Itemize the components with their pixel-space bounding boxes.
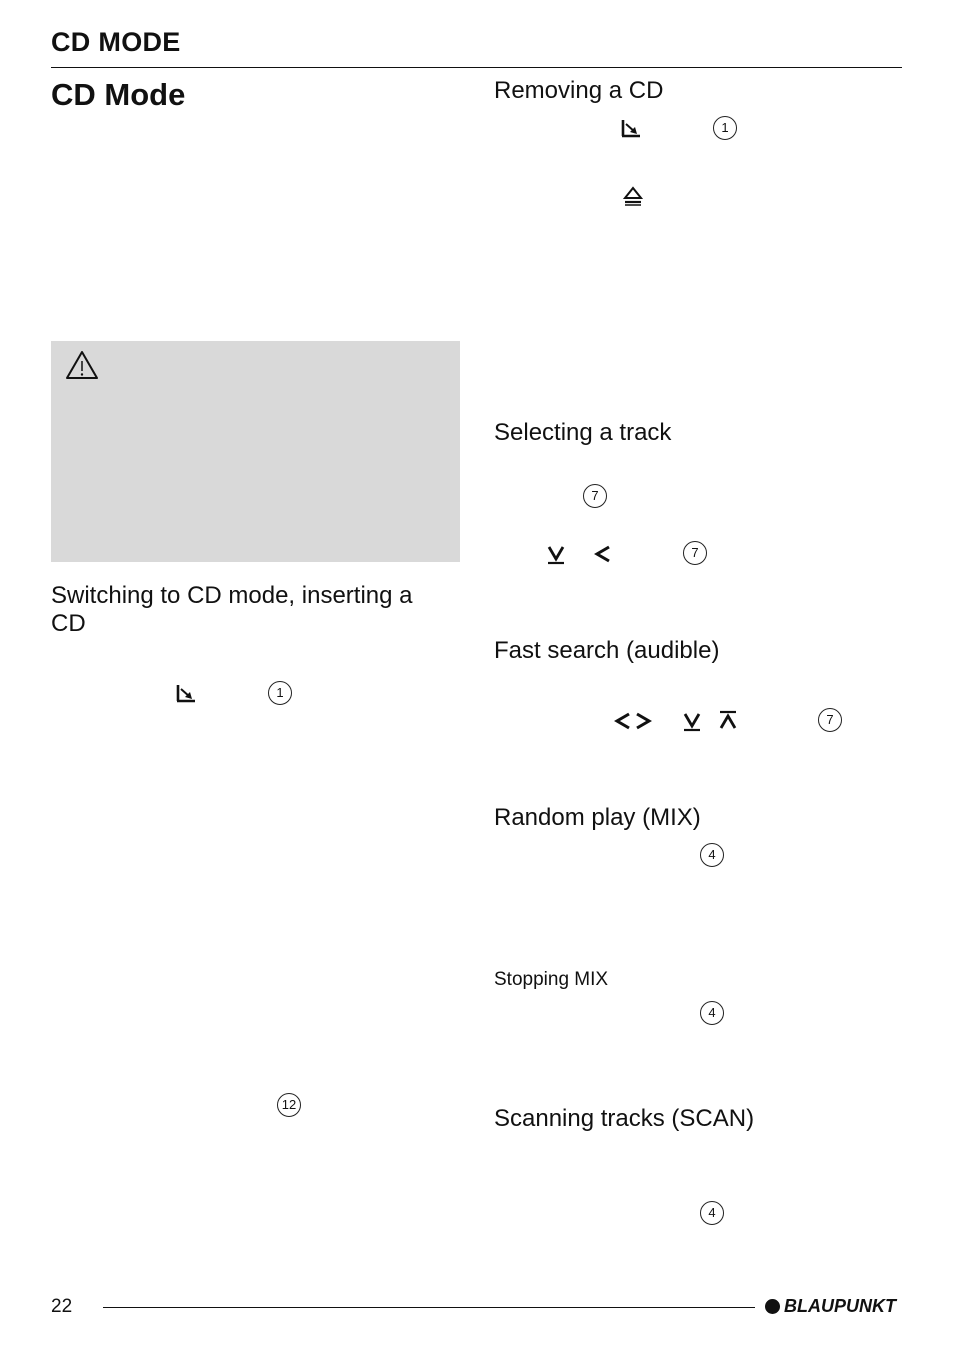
page-number: 22 [51,1296,73,1317]
brand-logo [765,1297,896,1315]
footer-divider [103,1307,755,1308]
button-ref-4: 4 [700,843,724,867]
heading-switching-to-cd-mode: Switching to CD mode, inserting a CD [51,582,413,637]
heading-random-play: Random play (MIX) [494,804,701,831]
button-ref-7: 7 [583,484,607,508]
brand-name: BLAUPUNKT [784,1296,896,1316]
eject-icon [622,185,644,207]
arrow-right-icon [632,710,654,732]
button-ref-1: 1 [713,116,737,140]
header-divider [51,67,902,68]
brand-dot-icon [765,1299,780,1314]
heading-removing-a-cd: Removing a CD [494,77,664,104]
warning-triangle-icon [65,350,99,380]
button-ref-7: 7 [818,708,842,732]
button-ref-1: 1 [268,681,292,705]
page-title: CD Mode [51,77,186,112]
arrow-up-icon [717,710,739,732]
warning-box [51,341,460,562]
button-ref-4: 4 [700,1201,724,1225]
heading-fast-search: Fast search (audible) [494,637,720,664]
cd-source-arrow-icon [175,683,197,705]
button-ref-7: 7 [683,541,707,565]
arrow-left-icon [592,543,614,565]
arrow-down-icon [545,543,567,565]
heading-stopping-mix: Stopping MIX [494,969,609,990]
cd-source-arrow-icon [620,118,642,140]
button-ref-4: 4 [700,1001,724,1025]
heading-selecting-a-track: Selecting a track [494,419,672,446]
heading-scanning-tracks: Scanning tracks (SCAN) [494,1105,755,1132]
button-ref-12: 12 [277,1093,301,1117]
section-header-title: CD MODE [51,27,181,57]
arrow-down-icon [681,710,703,732]
arrow-left-icon [612,710,634,732]
